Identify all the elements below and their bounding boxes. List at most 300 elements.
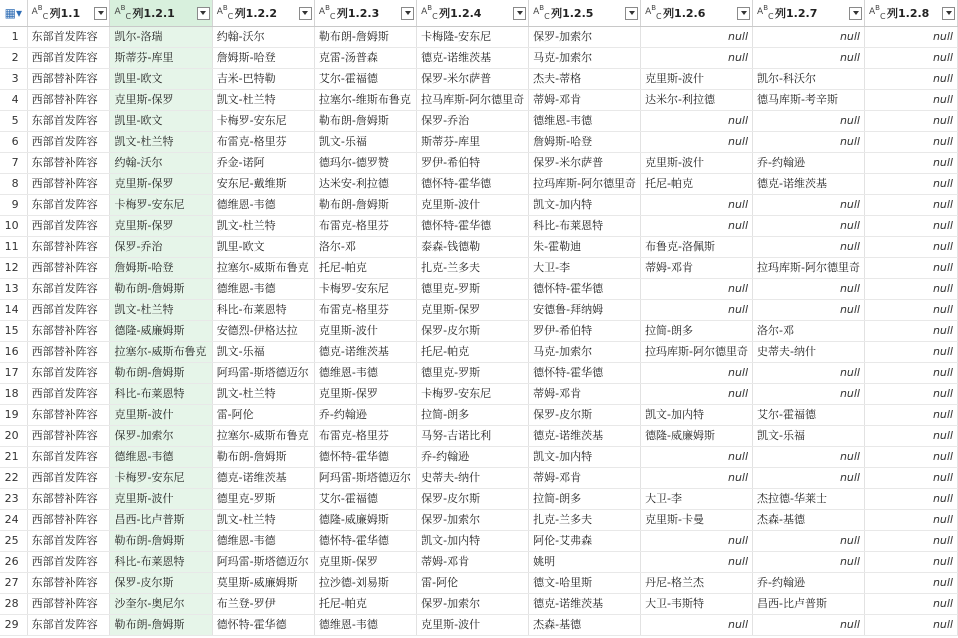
table-cell[interactable]: 凯里-欧文 bbox=[110, 111, 212, 132]
table-cell[interactable]: 德怀特-霍华德 bbox=[212, 615, 314, 636]
table-cell[interactable]: 西部替补阵容 bbox=[27, 594, 110, 615]
filter-dropdown-button[interactable] bbox=[942, 7, 955, 20]
table-cell[interactable]: null bbox=[641, 363, 753, 384]
table-row[interactable] bbox=[0, 468, 958, 489]
table-cell[interactable]: 凯文-加内特 bbox=[417, 531, 529, 552]
table-cell[interactable]: 斯蒂芬-库里 bbox=[110, 48, 212, 69]
column-header-3[interactable] bbox=[212, 0, 314, 27]
row-number[interactable]: 28 bbox=[0, 594, 27, 615]
table-cell[interactable]: 德里克-罗斯 bbox=[417, 279, 529, 300]
table-cell[interactable]: 艾尔-霍福德 bbox=[753, 405, 865, 426]
table-cell[interactable]: null bbox=[865, 237, 958, 258]
table-cell[interactable]: 托尼-帕克 bbox=[314, 594, 416, 615]
table-cell[interactable]: 西部替补阵容 bbox=[27, 426, 110, 447]
table-cell[interactable]: 马克-加索尔 bbox=[529, 342, 641, 363]
table-cell[interactable]: 扎克-兰多夫 bbox=[529, 510, 641, 531]
table-cell[interactable]: 詹姆斯-哈登 bbox=[529, 132, 641, 153]
table-cell[interactable]: null bbox=[753, 447, 865, 468]
table-cell[interactable]: 克里斯-波什 bbox=[417, 195, 529, 216]
table-cell[interactable]: null bbox=[753, 195, 865, 216]
table-cell[interactable]: null bbox=[641, 216, 753, 237]
table-cell[interactable]: 勒布朗-詹姆斯 bbox=[110, 531, 212, 552]
table-cell[interactable]: 东部首发阵容 bbox=[27, 363, 110, 384]
table-row[interactable] bbox=[0, 447, 958, 468]
table-cell[interactable]: 布雷克-格里芬 bbox=[212, 132, 314, 153]
table-cell[interactable]: 凯文-杜兰特 bbox=[110, 132, 212, 153]
table-cell[interactable]: 东部替补阵容 bbox=[27, 405, 110, 426]
table-row[interactable] bbox=[0, 174, 958, 195]
table-cell[interactable]: 卡梅罗-安东尼 bbox=[110, 468, 212, 489]
table-cell[interactable]: 罗伊-希伯特 bbox=[529, 321, 641, 342]
row-number[interactable]: 10 bbox=[0, 216, 27, 237]
table-cell[interactable]: 拉简-朗多 bbox=[417, 405, 529, 426]
table-cell[interactable]: 保罗-皮尔斯 bbox=[417, 321, 529, 342]
table-cell[interactable]: null bbox=[753, 111, 865, 132]
table-cell[interactable]: null bbox=[865, 363, 958, 384]
table-cell[interactable]: null bbox=[865, 321, 958, 342]
table-cell[interactable]: 保罗-加索尔 bbox=[417, 510, 529, 531]
table-cell[interactable]: 科比-布莱恩特 bbox=[110, 552, 212, 573]
table-cell[interactable]: null bbox=[753, 27, 865, 48]
row-number[interactable]: 27 bbox=[0, 573, 27, 594]
table-cell[interactable]: 蒂姆-邓肯 bbox=[529, 90, 641, 111]
row-number[interactable]: 1 bbox=[0, 27, 27, 48]
table-cell[interactable]: 德怀特-霍华德 bbox=[417, 174, 529, 195]
text-type-icon[interactable]: $A^B_C$ bbox=[114, 3, 132, 22]
table-cell[interactable]: null bbox=[641, 384, 753, 405]
table-cell[interactable]: null bbox=[865, 48, 958, 69]
table-cell[interactable]: 昌西-比卢普斯 bbox=[753, 594, 865, 615]
table-cell[interactable]: null bbox=[641, 279, 753, 300]
row-number[interactable]: 23 bbox=[0, 489, 27, 510]
table-cell[interactable]: 德怀特-霍华德 bbox=[417, 216, 529, 237]
column-header-9[interactable] bbox=[865, 0, 958, 27]
table-cell[interactable]: null bbox=[865, 510, 958, 531]
filter-dropdown-button[interactable] bbox=[513, 7, 526, 20]
table-cell[interactable]: 保罗-加索尔 bbox=[529, 27, 641, 48]
table-cell[interactable]: 卡梅罗-安东尼 bbox=[212, 111, 314, 132]
table-cell[interactable]: 布雷克-格里芬 bbox=[314, 216, 416, 237]
table-cell[interactable]: null bbox=[753, 300, 865, 321]
table-cell[interactable]: 拉沙德-刘易斯 bbox=[314, 573, 416, 594]
table-cell[interactable]: 凯文-杜兰特 bbox=[212, 510, 314, 531]
table-cell[interactable]: 西部首发阵容 bbox=[27, 48, 110, 69]
column-header-4[interactable] bbox=[314, 0, 416, 27]
table-cell[interactable]: 德维恩-韦德 bbox=[529, 111, 641, 132]
table-cell[interactable]: 东部替补阵容 bbox=[27, 489, 110, 510]
text-type-icon[interactable]: $A^B_C$ bbox=[645, 3, 662, 22]
table-cell[interactable]: 凯文-加内特 bbox=[529, 195, 641, 216]
table-cell[interactable]: null bbox=[865, 27, 958, 48]
table-cell[interactable]: 德维恩-韦德 bbox=[314, 615, 416, 636]
table-cell[interactable]: 德维恩-韦德 bbox=[212, 531, 314, 552]
table-cell[interactable]: 雷-阿伦 bbox=[212, 405, 314, 426]
table-cell[interactable]: null bbox=[641, 195, 753, 216]
table-cell[interactable]: 东部首发阵容 bbox=[27, 447, 110, 468]
table-row[interactable] bbox=[0, 237, 958, 258]
text-type-icon[interactable]: $A^B_C$ bbox=[421, 3, 438, 22]
table-row[interactable] bbox=[0, 489, 958, 510]
table-cell[interactable]: 保罗-米尔萨普 bbox=[529, 153, 641, 174]
table-cell[interactable]: 克里斯-卡曼 bbox=[641, 510, 753, 531]
filter-dropdown-button[interactable] bbox=[737, 7, 750, 20]
row-number[interactable]: 17 bbox=[0, 363, 27, 384]
table-cell[interactable]: 克里斯-保罗 bbox=[314, 384, 416, 405]
table-cell[interactable]: 凯里-欧文 bbox=[212, 237, 314, 258]
table-cell[interactable]: 西部首发阵容 bbox=[27, 552, 110, 573]
table-row[interactable] bbox=[0, 510, 958, 531]
table-cell[interactable]: 凯文-加内特 bbox=[641, 405, 753, 426]
row-number[interactable]: 11 bbox=[0, 237, 27, 258]
table-cell[interactable]: null bbox=[865, 300, 958, 321]
table-row[interactable] bbox=[0, 615, 958, 636]
table-cell[interactable]: 勒布朗-詹姆斯 bbox=[314, 195, 416, 216]
row-number[interactable]: 22 bbox=[0, 468, 27, 489]
table-cell[interactable]: null bbox=[865, 426, 958, 447]
table-cell[interactable]: 德文-哈里斯 bbox=[529, 573, 641, 594]
table-cell[interactable]: null bbox=[865, 468, 958, 489]
column-header-7[interactable] bbox=[641, 0, 753, 27]
row-number[interactable]: 6 bbox=[0, 132, 27, 153]
table-cell[interactable]: 东部首发阵容 bbox=[27, 111, 110, 132]
table-row[interactable] bbox=[0, 426, 958, 447]
table-cell[interactable]: 科比-布莱恩特 bbox=[110, 384, 212, 405]
table-row[interactable] bbox=[0, 552, 958, 573]
table-cell[interactable]: null bbox=[865, 384, 958, 405]
row-number[interactable]: 26 bbox=[0, 552, 27, 573]
table-cell[interactable]: 科比-布莱恩特 bbox=[212, 300, 314, 321]
table-cell[interactable]: 乔-约翰逊 bbox=[753, 153, 865, 174]
table-cell[interactable]: 达米安-利拉德 bbox=[314, 174, 416, 195]
column-header-5[interactable] bbox=[417, 0, 529, 27]
table-cell[interactable]: 西部替补阵容 bbox=[27, 510, 110, 531]
table-cell[interactable]: 西部首发阵容 bbox=[27, 216, 110, 237]
row-number[interactable]: 8 bbox=[0, 174, 27, 195]
table-cell[interactable]: null bbox=[753, 363, 865, 384]
table-cell[interactable]: 布鲁克-洛佩斯 bbox=[641, 237, 753, 258]
table-cell[interactable]: 朱-霍勒迪 bbox=[529, 237, 641, 258]
table-row[interactable] bbox=[0, 405, 958, 426]
table-cell[interactable]: 托尼-帕克 bbox=[417, 342, 529, 363]
table-cell[interactable]: 拉简-朗多 bbox=[641, 321, 753, 342]
table-cell[interactable]: 德里克-罗斯 bbox=[417, 363, 529, 384]
table-cell[interactable]: 德维恩-韦德 bbox=[212, 279, 314, 300]
table-cell[interactable]: null bbox=[865, 552, 958, 573]
table-row[interactable] bbox=[0, 195, 958, 216]
table-cell[interactable]: 克里斯-保罗 bbox=[417, 300, 529, 321]
table-cell[interactable]: 德克-诺维茨基 bbox=[212, 468, 314, 489]
table-cell[interactable]: 阿玛雷-斯塔德迈尔 bbox=[212, 363, 314, 384]
text-type-icon[interactable]: $A^B_C$ bbox=[216, 3, 234, 22]
table-cell[interactable]: 东部首发阵容 bbox=[27, 195, 110, 216]
row-number[interactable]: 29 bbox=[0, 615, 27, 636]
table-cell[interactable]: 凯文-杜兰特 bbox=[212, 216, 314, 237]
table-cell[interactable]: null bbox=[865, 594, 958, 615]
table-cell[interactable]: 凯尔-科沃尔 bbox=[753, 69, 865, 90]
text-type-icon[interactable]: $A^B_C$ bbox=[757, 3, 774, 22]
row-number[interactable]: 9 bbox=[0, 195, 27, 216]
table-cell[interactable]: 凯文-乐福 bbox=[314, 132, 416, 153]
table-cell[interactable]: null bbox=[753, 531, 865, 552]
table-cell[interactable]: 科比-布莱恩特 bbox=[529, 216, 641, 237]
table-menu-button[interactable] bbox=[0, 0, 27, 27]
table-cell[interactable]: 杰夫-蒂格 bbox=[529, 69, 641, 90]
table-cell[interactable]: null bbox=[865, 111, 958, 132]
table-cell[interactable]: 莫里斯-威廉姆斯 bbox=[212, 573, 314, 594]
table-cell[interactable]: 德克-诺维茨基 bbox=[753, 174, 865, 195]
table-cell[interactable]: 克里斯-保罗 bbox=[110, 90, 212, 111]
row-number[interactable]: 5 bbox=[0, 111, 27, 132]
table-cell[interactable]: 德克-诺维茨基 bbox=[529, 594, 641, 615]
table-row[interactable] bbox=[0, 594, 958, 615]
table-cell[interactable]: 大卫-李 bbox=[641, 489, 753, 510]
table-cell[interactable]: 德克-诺维茨基 bbox=[529, 426, 641, 447]
row-number[interactable]: 25 bbox=[0, 531, 27, 552]
table-cell[interactable]: 布雷克-格里芬 bbox=[314, 300, 416, 321]
table-cell[interactable]: 西部替补阵容 bbox=[27, 342, 110, 363]
table-cell[interactable]: null bbox=[641, 615, 753, 636]
table-cell[interactable]: null bbox=[865, 342, 958, 363]
table-cell[interactable]: 凯尔-洛瑞 bbox=[110, 27, 212, 48]
table-cell[interactable]: 卡梅罗-安东尼 bbox=[110, 195, 212, 216]
table-cell[interactable]: 东部替补阵容 bbox=[27, 153, 110, 174]
table-row[interactable] bbox=[0, 132, 958, 153]
table-cell[interactable]: null bbox=[753, 237, 865, 258]
table-cell[interactable]: 洛尔-邓 bbox=[314, 237, 416, 258]
table-cell[interactable]: 东部首发阵容 bbox=[27, 531, 110, 552]
table-cell[interactable]: 东部首发阵容 bbox=[27, 615, 110, 636]
table-row[interactable] bbox=[0, 531, 958, 552]
table-cell[interactable]: null bbox=[641, 531, 753, 552]
table-cell[interactable]: 托尼-帕克 bbox=[641, 174, 753, 195]
table-cell[interactable]: 蒂姆-邓肯 bbox=[529, 468, 641, 489]
table-cell[interactable]: 杰森-基德 bbox=[529, 615, 641, 636]
table-cell[interactable]: 洛尔-邓 bbox=[753, 321, 865, 342]
table-cell[interactable]: null bbox=[865, 447, 958, 468]
text-type-icon[interactable]: $A^B_C$ bbox=[31, 3, 49, 22]
table-cell[interactable]: 勒布朗-詹姆斯 bbox=[110, 615, 212, 636]
table-cell[interactable]: null bbox=[753, 48, 865, 69]
table-cell[interactable]: 大卫-韦斯特 bbox=[641, 594, 753, 615]
table-cell[interactable]: 大卫-李 bbox=[529, 258, 641, 279]
table-cell[interactable]: 阿伦-艾弗森 bbox=[529, 531, 641, 552]
table-cell[interactable]: null bbox=[641, 468, 753, 489]
table-cell[interactable]: 德马库斯-考辛斯 bbox=[753, 90, 865, 111]
table-cell[interactable]: 东部替补阵容 bbox=[27, 321, 110, 342]
table-cell[interactable]: null bbox=[641, 27, 753, 48]
table-cell[interactable]: 詹姆斯-哈登 bbox=[212, 48, 314, 69]
table-cell[interactable]: 安德烈-伊格达拉 bbox=[212, 321, 314, 342]
table-cell[interactable]: 克里斯-波什 bbox=[314, 321, 416, 342]
table-cell[interactable]: 马克-加索尔 bbox=[529, 48, 641, 69]
table-cell[interactable]: 斯蒂芬-库里 bbox=[417, 132, 529, 153]
table-cell[interactable]: null bbox=[865, 195, 958, 216]
table-cell[interactable]: null bbox=[865, 531, 958, 552]
table-cell[interactable]: 西部替补阵容 bbox=[27, 90, 110, 111]
text-type-icon[interactable]: $A^B_C$ bbox=[869, 3, 886, 22]
table-cell[interactable]: 德克-诺维茨基 bbox=[314, 342, 416, 363]
table-cell[interactable]: 乔金-诺阿 bbox=[212, 153, 314, 174]
text-type-icon[interactable]: $A^B_C$ bbox=[533, 3, 550, 22]
table-cell[interactable]: 布雷克-格里芬 bbox=[314, 426, 416, 447]
table-cell[interactable]: 德玛尔-德罗赞 bbox=[314, 153, 416, 174]
table-row[interactable] bbox=[0, 321, 958, 342]
table-cell[interactable]: 克里斯-保罗 bbox=[110, 174, 212, 195]
row-number[interactable]: 19 bbox=[0, 405, 27, 426]
table-cell[interactable]: 西部替补阵容 bbox=[27, 258, 110, 279]
table-cell[interactable]: 勒布朗-詹姆斯 bbox=[110, 363, 212, 384]
table-cell[interactable]: 西部首发阵容 bbox=[27, 468, 110, 489]
table-cell[interactable]: 德隆-威廉姆斯 bbox=[314, 510, 416, 531]
table-row[interactable] bbox=[0, 216, 958, 237]
table-cell[interactable]: 阿玛雷-斯塔德迈尔 bbox=[212, 552, 314, 573]
table-cell[interactable]: 吉米-巴特勒 bbox=[212, 69, 314, 90]
table-cell[interactable]: null bbox=[753, 279, 865, 300]
table-cell[interactable]: 东部替补阵容 bbox=[27, 237, 110, 258]
table-cell[interactable]: 克里斯-保罗 bbox=[110, 216, 212, 237]
table-cell[interactable]: 丹尼-格兰杰 bbox=[641, 573, 753, 594]
table-cell[interactable]: null bbox=[641, 552, 753, 573]
row-number[interactable]: 14 bbox=[0, 300, 27, 321]
table-row[interactable] bbox=[0, 69, 958, 90]
table-row[interactable] bbox=[0, 342, 958, 363]
table-cell[interactable]: 德维恩-韦德 bbox=[314, 363, 416, 384]
table-cell[interactable]: 东部首发阵容 bbox=[27, 27, 110, 48]
row-number[interactable]: 16 bbox=[0, 342, 27, 363]
table-cell[interactable]: 达米尔-利拉德 bbox=[641, 90, 753, 111]
table-cell[interactable]: null bbox=[865, 153, 958, 174]
table-cell[interactable]: 扎克-兰多夫 bbox=[417, 258, 529, 279]
table-row[interactable] bbox=[0, 27, 958, 48]
table-cell[interactable]: 卡梅罗-安东尼 bbox=[314, 279, 416, 300]
table-cell[interactable]: 拉塞尔-维斯布鲁克 bbox=[314, 90, 416, 111]
table-cell[interactable]: 德维恩-韦德 bbox=[110, 447, 212, 468]
table-cell[interactable]: 保罗-米尔萨普 bbox=[417, 69, 529, 90]
table-cell[interactable]: 德维恩-韦德 bbox=[212, 195, 314, 216]
table-row[interactable] bbox=[0, 279, 958, 300]
table-cell[interactable]: null bbox=[641, 132, 753, 153]
filter-dropdown-button[interactable] bbox=[299, 7, 312, 20]
table-cell[interactable]: 保罗-乔治 bbox=[417, 111, 529, 132]
table-row[interactable] bbox=[0, 258, 958, 279]
row-number[interactable]: 15 bbox=[0, 321, 27, 342]
table-cell[interactable]: 史蒂夫-纳什 bbox=[417, 468, 529, 489]
table-cell[interactable]: 保罗-皮尔斯 bbox=[417, 489, 529, 510]
table-cell[interactable]: 西部替补阵容 bbox=[27, 174, 110, 195]
filter-dropdown-button[interactable] bbox=[401, 7, 414, 20]
table-cell[interactable]: 保罗-加索尔 bbox=[417, 594, 529, 615]
table-cell[interactable]: 乔-约翰逊 bbox=[417, 447, 529, 468]
table-cell[interactable]: 拉玛库斯-阿尔德里奇 bbox=[753, 258, 865, 279]
table-cell[interactable]: null bbox=[641, 300, 753, 321]
table-row[interactable] bbox=[0, 384, 958, 405]
table-cell[interactable]: 拉简-朗多 bbox=[529, 489, 641, 510]
table-cell[interactable]: 克里斯-波什 bbox=[110, 405, 212, 426]
table-cell[interactable]: 保罗-加索尔 bbox=[110, 426, 212, 447]
table-cell[interactable]: 勒布朗-詹姆斯 bbox=[110, 279, 212, 300]
table-cell[interactable]: 德隆-威廉姆斯 bbox=[110, 321, 212, 342]
table-cell[interactable]: null bbox=[865, 132, 958, 153]
table-cell[interactable]: 艾尔-霍福德 bbox=[314, 69, 416, 90]
table-cell[interactable]: 凯文-杜兰特 bbox=[212, 384, 314, 405]
table-cell[interactable]: 凯里-欧文 bbox=[110, 69, 212, 90]
table-cell[interactable]: 东部首发阵容 bbox=[27, 279, 110, 300]
row-number[interactable]: 18 bbox=[0, 384, 27, 405]
row-number[interactable]: 20 bbox=[0, 426, 27, 447]
table-cell[interactable]: 勒布朗-詹姆斯 bbox=[314, 111, 416, 132]
table-cell[interactable]: null bbox=[865, 174, 958, 195]
table-cell[interactable]: 凯文-杜兰特 bbox=[212, 90, 314, 111]
row-number[interactable]: 4 bbox=[0, 90, 27, 111]
table-cell[interactable]: null bbox=[753, 552, 865, 573]
table-cell[interactable]: 东部替补阵容 bbox=[27, 573, 110, 594]
table-cell[interactable]: 西部首发阵容 bbox=[27, 300, 110, 321]
table-cell[interactable]: 德怀特-霍华德 bbox=[314, 531, 416, 552]
table-cell[interactable]: 蒂姆-邓肯 bbox=[529, 384, 641, 405]
table-cell[interactable]: 约翰-沃尔 bbox=[212, 27, 314, 48]
table-cell[interactable]: 史蒂夫-纳什 bbox=[753, 342, 865, 363]
table-cell[interactable]: 德怀特-霍华德 bbox=[529, 279, 641, 300]
table-cell[interactable]: 勒布朗-詹姆斯 bbox=[212, 447, 314, 468]
table-cell[interactable]: null bbox=[753, 132, 865, 153]
table-cell[interactable]: 拉塞尔-威斯布鲁克 bbox=[212, 258, 314, 279]
text-type-icon[interactable]: $A^B_C$ bbox=[318, 3, 336, 22]
column-header-2[interactable] bbox=[110, 0, 212, 27]
table-row[interactable] bbox=[0, 300, 958, 321]
column-header-8[interactable] bbox=[753, 0, 865, 27]
table-cell[interactable]: 詹姆斯-哈登 bbox=[110, 258, 212, 279]
table-cell[interactable]: 乔-约翰逊 bbox=[753, 573, 865, 594]
table-cell[interactable]: 安德鲁-拜纳姆 bbox=[529, 300, 641, 321]
table-cell[interactable]: null bbox=[865, 573, 958, 594]
filter-dropdown-button[interactable] bbox=[849, 7, 862, 20]
table-cell[interactable]: 克里斯-波什 bbox=[641, 153, 753, 174]
table-cell[interactable]: 德怀特-霍华德 bbox=[314, 447, 416, 468]
table-cell[interactable]: 罗伊-希伯特 bbox=[417, 153, 529, 174]
table-cell[interactable]: 杰拉德-华莱士 bbox=[753, 489, 865, 510]
table-cell[interactable]: null bbox=[753, 615, 865, 636]
table-cell[interactable]: 布兰登-罗伊 bbox=[212, 594, 314, 615]
table-cell[interactable]: 克雷-汤普森 bbox=[314, 48, 416, 69]
table-cell[interactable]: 卡梅罗-安东尼 bbox=[417, 384, 529, 405]
table-cell[interactable]: 克里斯-波什 bbox=[110, 489, 212, 510]
column-header-1[interactable] bbox=[27, 0, 110, 27]
filter-dropdown-button[interactable] bbox=[94, 7, 107, 20]
table-cell[interactable]: 姚明 bbox=[529, 552, 641, 573]
row-number[interactable]: 7 bbox=[0, 153, 27, 174]
table-row[interactable] bbox=[0, 363, 958, 384]
table-cell[interactable]: 克里斯-保罗 bbox=[314, 552, 416, 573]
table-cell[interactable]: 安东尼-戴维斯 bbox=[212, 174, 314, 195]
table-cell[interactable]: 卡梅隆-安东尼 bbox=[417, 27, 529, 48]
table-cell[interactable]: 乔-约翰逊 bbox=[314, 405, 416, 426]
table-cell[interactable]: 拉塞尔-威斯布鲁克 bbox=[110, 342, 212, 363]
table-cell[interactable]: 保罗-乔治 bbox=[110, 237, 212, 258]
table-cell[interactable]: null bbox=[865, 279, 958, 300]
table-cell[interactable]: 凯文-乐福 bbox=[753, 426, 865, 447]
table-row[interactable] bbox=[0, 111, 958, 132]
table-cell[interactable]: 拉塞尔-威斯布鲁克 bbox=[212, 426, 314, 447]
table-cell[interactable]: null bbox=[865, 258, 958, 279]
table-cell[interactable]: 托尼-帕克 bbox=[314, 258, 416, 279]
table-row[interactable] bbox=[0, 48, 958, 69]
table-cell[interactable]: 昌西-比卢普斯 bbox=[110, 510, 212, 531]
table-row[interactable] bbox=[0, 573, 958, 594]
table-cell[interactable]: 勒布朗-詹姆斯 bbox=[314, 27, 416, 48]
table-cell[interactable]: null bbox=[753, 468, 865, 489]
table-cell[interactable]: 拉玛库斯-阿尔德里奇 bbox=[529, 174, 641, 195]
filter-dropdown-button[interactable] bbox=[625, 7, 638, 20]
